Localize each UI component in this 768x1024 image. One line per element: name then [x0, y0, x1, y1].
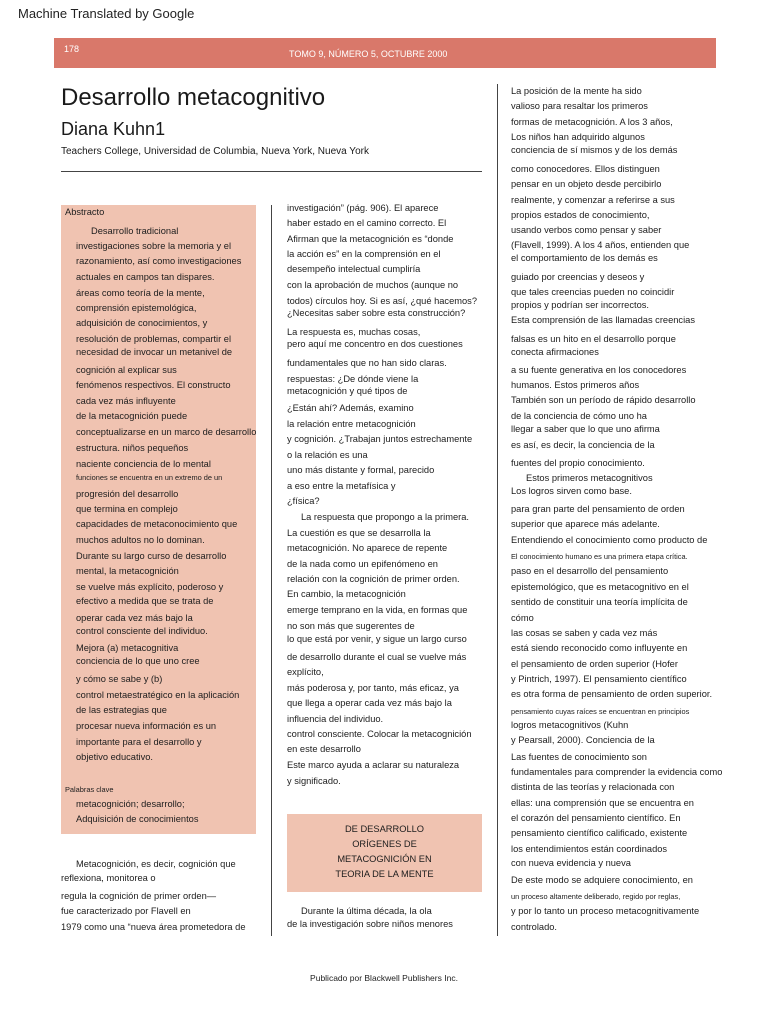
text-line: explícito,	[287, 667, 324, 677]
text-line: falsas es un hito en el desarrollo porque	[511, 334, 676, 344]
text-line: lo que está por venir, y sigue un largo curso	[287, 634, 467, 644]
text-line: paso en el desarrollo del pensamiento	[511, 566, 669, 576]
text-line: ¿física?	[287, 496, 320, 506]
text-line: y significado.	[287, 776, 341, 786]
text-line: También son un período de rápido desarrollo	[511, 395, 696, 405]
text-line: propios y podrían ser incorrectos.	[511, 300, 649, 310]
text-line: de la metacognición puede	[76, 411, 188, 421]
text-line: En cambio, la metacognición	[287, 589, 406, 599]
text-line: actuales en campos tan dispares.	[76, 272, 215, 282]
text-line: como conocedores. Ellos distinguen	[511, 164, 660, 174]
text-line: cómo	[511, 613, 534, 623]
text-line: conciencia de lo que uno cree	[76, 656, 200, 666]
text-line: está siendo reconocido como influyente en	[511, 643, 688, 653]
text-line: Metacognición, es decir, cognición que	[76, 859, 236, 869]
text-line: la relación entre metacognición	[287, 419, 416, 429]
text-line: objetivo educativo.	[76, 752, 154, 762]
text-line: es otra forma de pensamiento de orden superior.	[511, 689, 713, 699]
text-line: es así, es decir, la conciencia de la	[511, 440, 655, 450]
text-line: emerge temprano en la vida, en formas que	[287, 605, 468, 615]
keywords-heading: Palabras clave	[65, 785, 114, 794]
text-line: Entendiendo el conocimiento como producto de	[511, 535, 708, 545]
text-line: de la nada como un epifenómeno en	[287, 559, 438, 569]
text-line: naciente conciencia de lo mental	[76, 459, 211, 469]
column-divider-left	[271, 205, 272, 936]
text-line: De este modo se adquiere conocimiento, en	[511, 875, 693, 885]
text-line: metacognición y qué tipos de	[287, 386, 408, 396]
text-line: investigaciones sobre la memoria y el	[76, 241, 232, 251]
text-line: investigación” (pág. 906). El aparece	[287, 203, 439, 213]
text-line: guiado por creencias y deseos y	[511, 272, 645, 282]
text-line: que termina en complejo	[76, 504, 178, 514]
text-line: muchos adultos no lo dominan.	[76, 535, 205, 545]
text-line: regula la cognición de primer orden—	[61, 891, 217, 901]
text-line: resolución de problemas, compartir el	[76, 334, 232, 344]
text-line: efectivo a medida que se trata de	[76, 596, 214, 606]
text-line: epistemológico, que es metacognitivo en el	[511, 582, 689, 592]
text-line: la acción es” en la comprensión en el	[287, 249, 441, 259]
text-line: Esta comprensión de las llamadas creencias	[511, 315, 695, 325]
text-line: ¿Están ahí? Además, examino	[287, 403, 414, 413]
text-line: conciencia de sí mismos y de los demás	[511, 145, 678, 155]
text-line: Los logros sirven como base.	[511, 486, 632, 496]
text-line: fuentes del propio conocimiento.	[511, 458, 645, 468]
article-author: Diana Kuhn1	[61, 119, 166, 139]
text-line: que tales creencias pueden no coincidir	[511, 287, 675, 297]
text-line: propios estados de conocimiento,	[511, 210, 650, 220]
text-line: con nueva evidencia y nueva	[511, 858, 631, 868]
journal-issue-info: TOMO 9, NÚMERO 5, OCTUBRE 2000	[289, 49, 448, 59]
text-line: más poderosa y, por tanto, más eficaz, ya	[287, 683, 459, 693]
text-line: mental, la metacognición	[76, 566, 179, 576]
section-heading: DE DESARROLLO ORÍGENES DE METACOGNICIÓN EN TEORIA DE LA MENTE	[335, 824, 434, 879]
text-line: no son más que sugerentes de	[287, 621, 415, 631]
text-line: control metaestratégico en la aplicación	[76, 690, 240, 700]
text-line: Desarrollo tradicional	[91, 226, 179, 236]
text-line: funciones se encuentra en un extremo de un	[76, 473, 223, 482]
text-line: procesar nueva información es un	[76, 721, 217, 731]
text-line: comprensión epistemológica,	[76, 303, 197, 313]
text-line: Afirman que la metacognición es “donde	[287, 234, 454, 244]
text-line: el corazón del pensamiento científico. En	[511, 813, 681, 823]
column-divider-right	[497, 84, 498, 936]
text-line: controlado.	[511, 922, 557, 932]
text-line: ellas: una comprensión que se encuentra en	[511, 798, 694, 808]
text-line: de desarrollo durante el cual se vuelve más	[287, 652, 467, 662]
text-line: pensar en un objeto desde percibirlo	[511, 179, 662, 189]
publisher-footer: Publicado por Blackwell Publishers Inc.	[310, 973, 458, 983]
text-line: o la relación es una	[287, 450, 368, 460]
text-line: Durante su largo curso de desarrollo	[76, 551, 227, 561]
text-line: y cómo se sabe y (b)	[76, 674, 163, 684]
text-line: y Pearsall, 2000). Conciencia de la	[511, 735, 655, 745]
text-line: adquisición de conocimientos, y	[76, 318, 208, 328]
text-line: La respuesta que propongo a la primera.	[301, 512, 469, 522]
text-line: Estos primeros metacognitivos	[526, 473, 653, 483]
text-line: sentido de constituir una teoría implícita de	[511, 597, 688, 607]
text-line: a eso entre la metafísica y	[287, 481, 396, 491]
text-line: importante para el desarrollo y	[76, 737, 202, 747]
text-line: progresión del desarrollo	[76, 489, 179, 499]
text-line: metacognición; desarrollo;	[76, 799, 185, 809]
author-affiliation: Teachers College, Universidad de Columbia, Nueva York, Nueva York	[61, 146, 369, 157]
text-line: de la investigación sobre niños menores	[287, 919, 453, 929]
text-line: control consciente. Colocar la metacognición	[287, 729, 472, 739]
text-line: respuestas: ¿De dónde viene la	[287, 374, 419, 384]
journal-header-band	[54, 38, 716, 68]
text-line: reflexiona, monitorea o	[61, 873, 156, 883]
text-line: que llega a operar cada vez más bajo la	[287, 698, 452, 708]
text-line: fue caracterizado por Flavell en	[61, 906, 191, 916]
title-divider	[61, 171, 482, 172]
text-line: La respuesta es, muchas cosas,	[287, 327, 421, 337]
text-line: el pensamiento de orden superior (Hofer	[511, 659, 678, 669]
text-line: fundamentales para comprender la evidencia como	[511, 767, 723, 777]
machine-translation-banner: Machine Translated by Google	[18, 6, 195, 21]
text-line: metacognición. No aparece de repente	[287, 543, 448, 553]
text-line: conceptualizarse en un marco de desarrollo	[76, 427, 257, 437]
text-line: las cosas se saben y cada vez más	[511, 628, 658, 638]
text-line: valioso para resaltar los primeros	[511, 101, 648, 111]
text-line: superior que aparece más adelante.	[511, 519, 660, 529]
text-line: necesidad de invocar un metanivel de	[76, 347, 233, 357]
text-line: razonamiento, así como investigaciones	[76, 256, 242, 266]
text-line: uno más distante y formal, parecido	[287, 465, 435, 475]
text-line: Durante la última década, la ola	[301, 906, 432, 916]
text-line: humanos. Estos primeros años	[511, 380, 640, 390]
text-line: con la aprobación de muchos (aunque no	[287, 280, 459, 290]
page-number: 178	[64, 44, 80, 54]
text-line: a su fuente generativa en los conocedores	[511, 365, 687, 375]
text-line: El conocimiento humano es una primera etapa crítica.	[511, 552, 688, 561]
text-line: haber estado en el camino correcto. El	[287, 218, 447, 228]
text-line: conecta afirmaciones	[511, 347, 599, 357]
text-line: La cuestión es que se desarrolla la	[287, 528, 431, 538]
text-line: pensamiento científico calificado, existente	[511, 828, 688, 838]
text-line: pero aquí me concentro en dos cuestiones	[287, 339, 463, 349]
text-line: formas de metacognición. A los 3 años,	[511, 117, 673, 127]
text-line: operar cada vez más bajo la	[76, 613, 193, 623]
text-line: usando verbos como pensar y saber	[511, 225, 662, 235]
text-line: cognición al explicar sus	[76, 365, 177, 375]
text-line: cada vez más influyente	[76, 396, 176, 406]
article-title: Desarrollo metacognitivo	[61, 84, 326, 111]
text-line: control consciente del individuo.	[76, 626, 208, 636]
text-line: (Flavell, 1999). A los 4 años, entienden que	[511, 240, 690, 250]
text-line: Las fuentes de conocimiento son	[511, 752, 647, 762]
text-line: de las estrategias que	[76, 705, 167, 715]
text-line: un proceso altamente deliberado, regido por reglas,	[511, 892, 681, 901]
text-line: fenómenos respectivos. El constructo	[76, 380, 231, 390]
text-line: ¿Necesitas saber sobre esta construcción?	[287, 308, 466, 318]
text-line: Adquisición de conocimientos	[76, 814, 199, 824]
text-line: llegar a saber que lo que uno afirma	[511, 424, 660, 434]
text-line: influencia del individuo.	[287, 714, 384, 724]
text-line: logros metacognitivos (Kuhn	[511, 720, 629, 730]
text-line: para gran parte del pensamiento de orden	[511, 504, 685, 514]
text-line: y por lo tanto un proceso metacognitivamente	[511, 906, 700, 916]
text-line: estructura. niños pequeños	[76, 443, 189, 453]
text-line: Los niños han adquirido algunos	[511, 132, 645, 142]
text-line: Este marco ayuda a aclarar su naturaleza	[287, 760, 460, 770]
text-line: y cognición. ¿Trabajan juntos estrechamente	[287, 434, 473, 444]
text-line: pensamiento cuyas raíces se encuentran en principios	[511, 707, 690, 716]
text-line: todos) círculos hoy. Si es así, ¿qué hacemos?	[287, 296, 477, 306]
text-line: y Pintrich, 1997). El pensamiento científico	[511, 674, 687, 684]
text-line: Mejora (a) metacognitiva	[76, 643, 179, 653]
text-line: distinta de las teorías y relacionada con	[511, 782, 675, 792]
text-line: realmente, y comenzar a referirse a sus	[511, 195, 675, 205]
text-line: los entendimientos están coordinados	[511, 844, 668, 854]
text-line: de la conciencia de cómo uno ha	[511, 411, 647, 421]
text-line: capacidades de metaconocimiento que	[76, 519, 238, 529]
text-line: desempeño intelectual cumpliría	[287, 264, 421, 274]
text-line: 1979 como una “nueva área prometedora de	[61, 922, 246, 932]
abstract-heading: Abstracto	[65, 207, 105, 217]
text-line: áreas como teoría de la mente,	[76, 288, 205, 298]
text-line: el comportamiento de los demás es	[511, 253, 658, 263]
text-line: fundamentales que no han sido claras.	[287, 358, 447, 368]
section-heading-box	[287, 814, 482, 892]
text-line: relación con la cognición de primer orden.	[287, 574, 460, 584]
text-line: se vuelve más explícito, poderoso y	[76, 582, 224, 592]
text-line: La posición de la mente ha sido	[511, 86, 642, 96]
text-line: en este desarrollo	[287, 744, 361, 754]
